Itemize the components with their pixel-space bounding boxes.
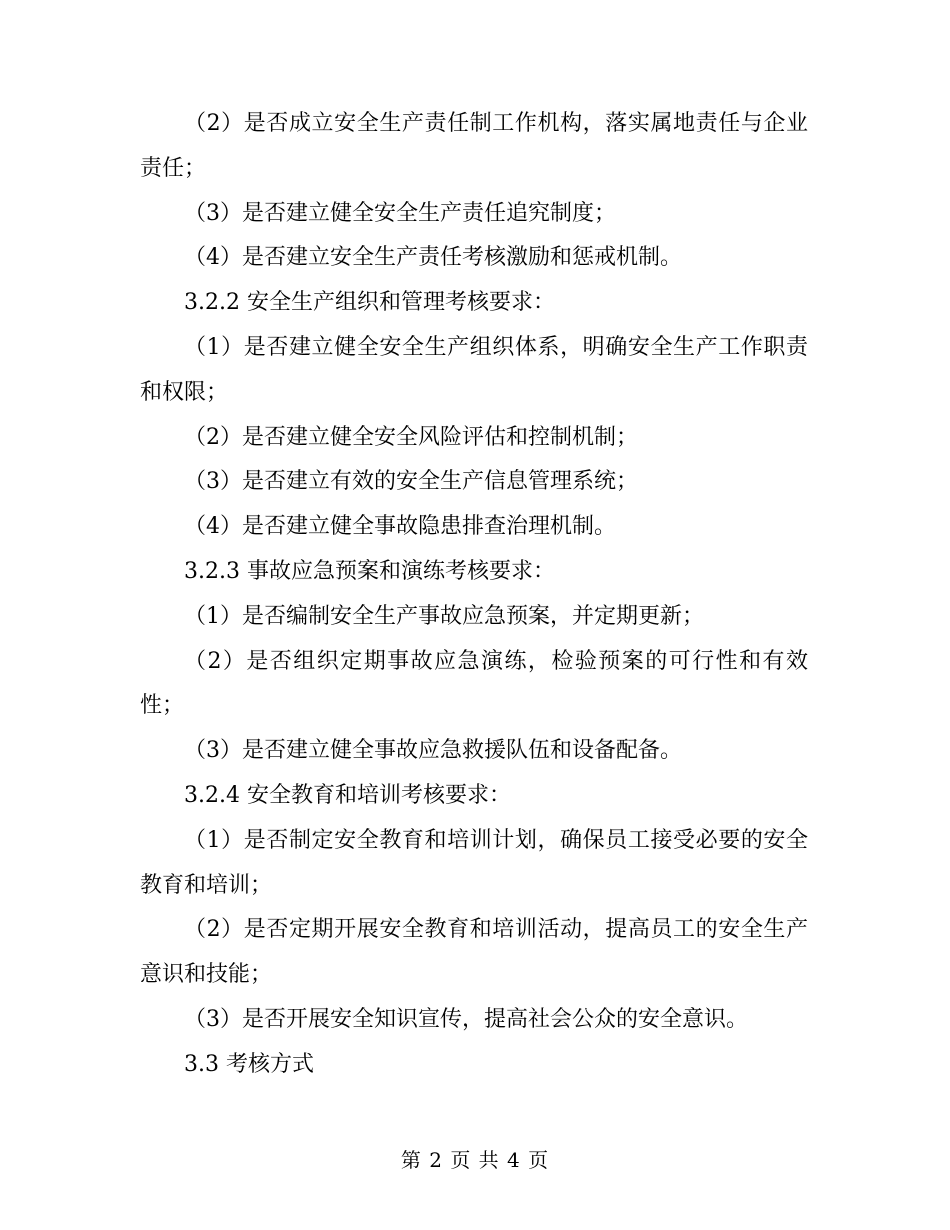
- page-number-footer: 第 2 页 共 4 页: [400, 1148, 550, 1172]
- paragraph: （2）是否组织定期事故应急演练，检验预案的可行性和有效性；: [140, 648, 808, 719]
- paragraph: （4）是否建立安全生产责任考核激励和惩戒机制。: [184, 245, 682, 271]
- paragraph: （4）是否建立健全事故隐患排查治理机制。: [184, 514, 616, 540]
- paragraph: （3）是否建立健全安全生产责任追究制度；: [184, 200, 616, 226]
- paragraph: （2）是否成立安全生产责任制工作机构，落实属地责任与企业责任；: [140, 111, 808, 181]
- paragraph: （3）是否建立健全事故应急救援队伍和设备配备。: [184, 738, 682, 764]
- section-heading: 3.2.3 事故应急预案和演练考核要求：: [184, 558, 555, 584]
- paragraph: （1）是否建立健全安全生产组织体系，明确安全生产工作职责和权限；: [140, 334, 808, 405]
- paragraph: （2）是否建立健全安全风险评估和控制机制；: [184, 424, 638, 450]
- section-heading: 3.2.4 安全教育和培训考核要求：: [184, 782, 511, 808]
- section-heading: 3.3 考核方式: [184, 1051, 314, 1077]
- paragraph: （3）是否开展安全知识宣传，提高社会公众的安全意识。: [184, 1006, 748, 1032]
- paragraph: （3）是否建立有效的安全生产信息管理系统；: [184, 469, 638, 495]
- document-body: [140, 102, 808, 1088]
- section-heading: 3.2.2 安全生产组织和管理考核要求：: [184, 290, 555, 316]
- paragraph: （1）是否编制安全生产事故应急预案，并定期更新；: [184, 603, 704, 629]
- paragraph: （1）是否制定安全教育和培训计划，确保员工接受必要的安全教育和培训；: [140, 827, 808, 898]
- paragraph: （2）是否定期开展安全教育和培训活动，提高员工的安全生产意识和技能；: [140, 917, 808, 988]
